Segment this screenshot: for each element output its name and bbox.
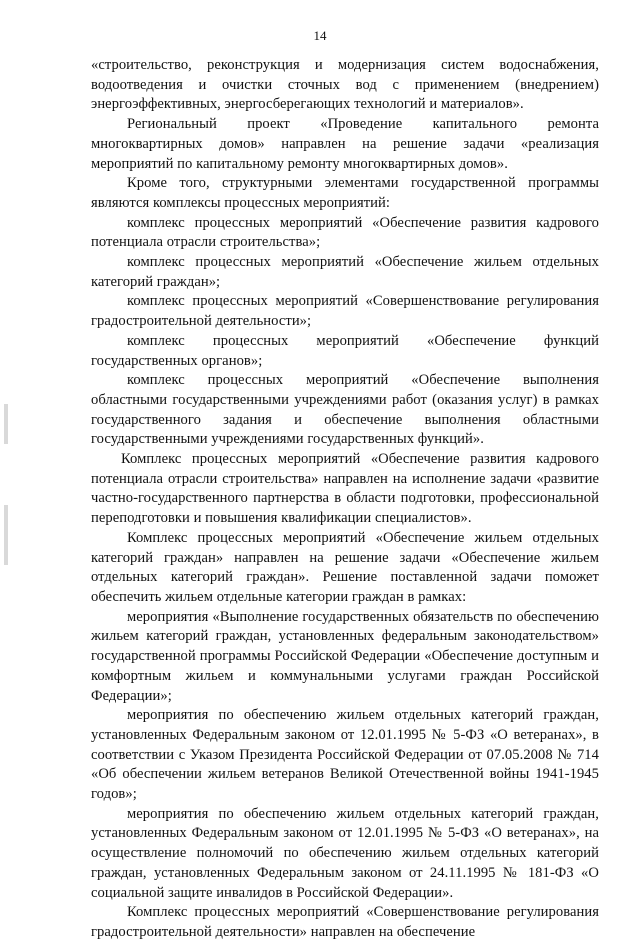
left-margin-mark: [4, 505, 8, 565]
document-body: [91, 56, 599, 943]
paragraph: «строительство, реконструкция и модернизация систем водоснабжения, водоотведения и очистки сточных вод с применением (внедрением) энергоэффективных, энергосберегающих технологий и материалов».: [91, 57, 599, 113]
list-item: комплекс процессных мероприятий «Совершенствование регулирования градостроительной деятельности»;: [91, 293, 599, 330]
paragraph: Комплекс процессных мероприятий «Совершенствование регулирования градостроительной деятельности» направлен на обеспечение: [91, 904, 599, 940]
paragraph: Комплекс процессных мероприятий «Обеспечение жильем отдельных категорий граждан» направлен на решение задачи «Обеспечение жильем отдельных категорий граждан». Решение поставленной задачи поможет обеспечить жильем отдельные категории граждан в рамках:: [91, 529, 599, 605]
list-item: мероприятия по обеспечению жильем отдельных категорий граждан, установленных Федеральным законом от 12.01.1995 № 5-ФЗ «О ветеранах», в соответствии с Указом Президента Российской Федерации от 07.05.2008 № 714 «Об обеспечении жильем ветеранов Великой Отечественной войны 1941-1945 годов»;: [91, 707, 599, 803]
paragraph: Комплекс процессных мероприятий «Обеспечение развития кадрового потенциала отрасли строительства» направлен на исполнение задачи «развитие частно-государственного партнерства в области подготовки, профессиональной переподготовки и повышения квалификации специалистов».: [91, 451, 599, 527]
list-item: комплекс процессных мероприятий «Обеспечение функций государственных органов»;: [91, 332, 599, 369]
list-item: комплекс процессных мероприятий «Обеспечение выполнения областными государственными учреждениями работ (оказания услуг) в рамках государственного задания и обеспечение выполнения областными государственными учреждениями государственных функций».: [91, 372, 599, 448]
left-margin-mark: [4, 404, 8, 444]
list-item: мероприятия «Выполнение государственных обязательств по обеспечению жильем категорий граждан, установленных федеральным законодательством» государственной программы Российской Федерации «Обеспечение доступным и комфортным жильем и коммунальными услугами граждан Российской Федерации»;: [91, 608, 599, 704]
list-item: комплекс процессных мероприятий «Обеспечение развития кадрового потенциала отрасли строительства»;: [91, 214, 599, 251]
page-number: 14: [313, 28, 327, 43]
list-item: комплекс процессных мероприятий «Обеспечение жильем отдельных категорий граждан»;: [91, 254, 599, 290]
paragraph: Кроме того, структурными элементами государственной программы являются комплексы процессных мероприятий:: [91, 175, 599, 211]
paragraph: Региональный проект «Проведение капитального ремонта многоквартирных домов» направлен на решение задачи «реализация мероприятий по капитальному ремонту многоквартирных домов».: [91, 116, 599, 172]
list-item: мероприятия по обеспечению жильем отдельных категорий граждан, установленных Федеральным законом от 12.01.1995 № 5-ФЗ «О ветеранах», на осуществление полномочий по обеспечению жильем отдельных категорий граждан, установленных Федеральным законом от 24.11.1995 № 181-ФЗ «О социальной защите инвалидов в Российской Федерации».: [91, 805, 599, 901]
